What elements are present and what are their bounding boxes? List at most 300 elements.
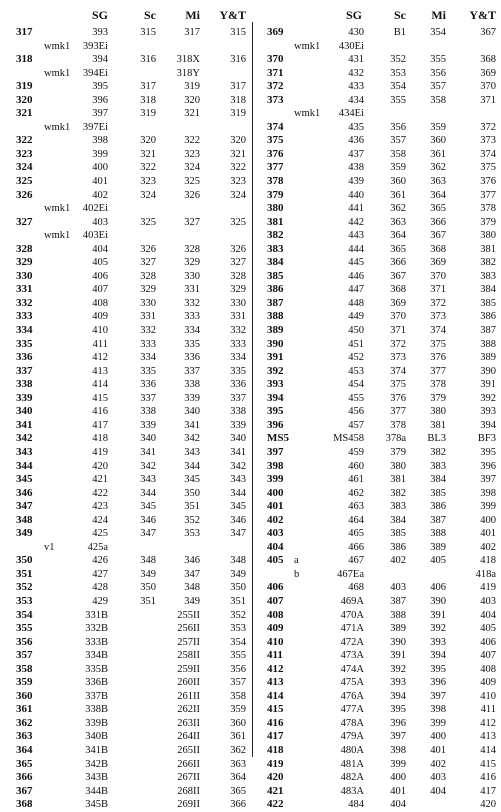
yt-number: 378 [480, 203, 496, 215]
yt-number: 326 [230, 243, 246, 255]
table-row [0, 243, 250, 257]
catalogue-number: 324 [16, 161, 33, 174]
sc-number: 398 [390, 744, 406, 756]
mi-number: 366 [430, 216, 446, 228]
sc-number: 315 [140, 27, 156, 38]
yt-number: 405 [480, 623, 496, 635]
sc-number: 378a [385, 433, 406, 445]
catalogue-number: 326 [16, 188, 33, 201]
catalogue-number: 360 [16, 689, 33, 702]
sc-number: 331 [140, 311, 156, 323]
yt-number: 331 [230, 311, 246, 323]
sg-number: 473A [340, 650, 364, 662]
mi-number: 256II [177, 623, 200, 635]
header-sg-right: SG [345, 8, 362, 22]
sc-number: 375 [390, 379, 406, 391]
table-row [254, 581, 501, 595]
yt-number: 374 [480, 148, 496, 160]
sc-number: 362 [390, 203, 406, 215]
catalogue-number: 422 [267, 798, 284, 811]
row-note: wmk1 [294, 40, 321, 52]
sg-number: 404 [92, 243, 108, 255]
table-row [0, 690, 250, 704]
sc-number: 318 [140, 94, 156, 106]
yt-number: 358 [230, 690, 246, 702]
mi-number: 380 [430, 406, 446, 418]
sc-number: 364 [390, 230, 406, 242]
catalogue-number: 345 [16, 473, 33, 486]
table-row [254, 175, 501, 189]
table-row [254, 785, 501, 799]
mi-number: 369 [430, 257, 446, 269]
sg-number: 409 [92, 311, 108, 323]
mi-number: 353 [184, 528, 200, 540]
table-row [254, 703, 501, 717]
row-note: wmk1 [44, 121, 71, 133]
mi-number: 362 [430, 162, 446, 174]
sc-number: 341 [140, 446, 156, 458]
catalogue-number: 420 [267, 771, 284, 784]
yt-number: 388 [480, 338, 496, 350]
table-row [0, 351, 250, 365]
sg-number: 455 [348, 392, 364, 404]
catalogue-number: 411 [267, 649, 283, 662]
sg-number: 482A [340, 772, 364, 784]
sc-number: 332 [140, 325, 156, 337]
yt-number: 418a [475, 568, 496, 580]
sg-number: 475A [340, 677, 364, 689]
mi-number: 264II [177, 731, 200, 743]
sc-number: 336 [140, 379, 156, 391]
sc-number: 367 [390, 270, 406, 282]
header-mi-left: Mi [185, 8, 200, 22]
catalogue-number: 367 [16, 784, 33, 797]
mi-number: 266II [177, 758, 200, 770]
catalogue-number: 401 [267, 500, 284, 513]
mi-number: 334 [184, 325, 200, 337]
sc-number: 326 [140, 243, 156, 255]
yt-number: 406 [480, 636, 496, 648]
catalogue-number: 417 [267, 730, 284, 743]
sg-number: 403 [92, 216, 108, 228]
yt-number: 375 [480, 162, 496, 174]
sc-number: 380 [390, 460, 406, 472]
catalogue-number: 356 [16, 635, 33, 648]
yt-number: 353 [230, 623, 246, 635]
catalogue-number: 403 [267, 527, 284, 540]
sg-number: 420 [92, 460, 108, 472]
table-row [254, 717, 501, 731]
table-row [254, 243, 501, 257]
table-row [0, 310, 250, 324]
sc-number: 327 [140, 257, 156, 269]
table-row [0, 405, 250, 419]
yt-number: 339 [230, 419, 246, 431]
sg-number: 471A [340, 623, 364, 635]
sc-number: 346 [140, 514, 156, 526]
sg-number: 343B [85, 772, 108, 784]
sg-number: 410 [92, 325, 108, 337]
catalogue-number: 338 [16, 378, 33, 391]
table-row [0, 338, 250, 352]
mi-number: 326 [184, 189, 200, 201]
sc-number: 335 [140, 365, 156, 377]
catalogue-number: 351 [16, 567, 33, 580]
sg-number: 400 [92, 162, 108, 174]
catalogue-number: 421 [267, 784, 284, 797]
table-row [254, 297, 501, 311]
sc-number: 394 [390, 690, 406, 702]
mi-number: 320 [184, 94, 200, 106]
sg-number: 422 [92, 487, 108, 499]
row-note: v1 [44, 541, 55, 553]
table-row [254, 148, 501, 162]
sc-number: 324 [140, 189, 156, 201]
mi-number: 351 [184, 501, 200, 513]
table-row [254, 405, 501, 419]
mi-number: 405 [430, 555, 446, 567]
table-row [254, 460, 501, 474]
mi-number: 395 [430, 663, 446, 675]
table-row [0, 256, 250, 270]
table-row [254, 338, 501, 352]
table-row [0, 744, 250, 758]
yt-number: 317 [230, 81, 246, 93]
sg-number: 394 [92, 54, 108, 66]
mi-number: 372 [430, 297, 446, 309]
mi-number: 318X [176, 54, 200, 66]
catalogue-number: 331 [16, 283, 33, 296]
mi-number: 259II [177, 663, 200, 675]
table-row [0, 26, 250, 40]
catalogue-number: 376 [267, 147, 284, 160]
table-row [254, 473, 501, 487]
mi-number: 255II [177, 609, 200, 621]
yt-number: 384 [480, 284, 496, 296]
sg-number: 338B [85, 704, 108, 716]
table-row [254, 595, 501, 609]
catalogue-number: 392 [267, 364, 284, 377]
mi-number: 321 [184, 108, 200, 120]
yt-number: 413 [480, 731, 496, 743]
yt-number: 394 [480, 419, 496, 431]
mi-number: 371 [430, 284, 446, 296]
sc-number: 386 [390, 541, 406, 553]
catalogue-number: 418 [267, 743, 284, 756]
row-note: wmk1 [294, 108, 321, 120]
sg-number: 393Ei [82, 40, 108, 52]
mi-number: 323 [184, 148, 200, 160]
sc-number: 347 [140, 528, 156, 540]
catalogue-number: 389 [267, 324, 284, 337]
yt-number: 320 [230, 135, 246, 147]
yt-number: 383 [480, 270, 496, 282]
right-table [254, 26, 501, 812]
catalogue-number: 329 [16, 256, 33, 269]
yt-number: 386 [480, 311, 496, 323]
table-row [0, 283, 250, 297]
mi-number: 263II [177, 717, 200, 729]
mi-number: 358 [430, 94, 446, 106]
sg-number: 457 [348, 419, 364, 431]
yt-number: 420 [480, 799, 496, 811]
sc-number: 337 [140, 392, 156, 404]
sg-number: 425 [92, 528, 108, 540]
yt-number: 371 [480, 94, 496, 106]
mi-number: 350 [184, 487, 200, 499]
table-row [0, 175, 250, 189]
catalogue-number: 335 [16, 337, 33, 350]
sc-number: 391 [390, 650, 406, 662]
mi-number: 360 [430, 135, 446, 147]
yt-number: 389 [480, 352, 496, 364]
table-row [0, 378, 250, 392]
yt-number: 368 [480, 54, 496, 66]
header-mi-right: Mi [431, 8, 446, 22]
catalogue-number: 353 [16, 594, 33, 607]
table-row [0, 94, 250, 108]
catalogue-number: MS5 [267, 432, 289, 445]
mi-number: 339 [184, 392, 200, 404]
table-row [0, 771, 250, 785]
sg-number: 432 [348, 67, 364, 79]
yt-number: 408 [480, 663, 496, 675]
table-row [0, 189, 250, 203]
sg-number: 466 [348, 541, 364, 553]
sg-number: 417 [92, 419, 108, 431]
mi-number: 257II [177, 636, 200, 648]
sg-number: 430 [348, 27, 364, 38]
mi-number: 322 [184, 135, 200, 147]
table-row [254, 622, 501, 636]
sg-number: 402Ei [82, 203, 108, 215]
yt-number: 372 [480, 121, 496, 133]
sc-number: 329 [140, 284, 156, 296]
table-row [0, 785, 250, 799]
sg-number: 444 [348, 243, 364, 255]
catalogue-number: 339 [16, 391, 33, 404]
sc-number: 316 [140, 54, 156, 66]
sc-number: 317 [140, 81, 156, 93]
yt-number: 346 [230, 514, 246, 526]
yt-number: BF3 [477, 433, 496, 445]
mi-number: 327 [184, 216, 200, 228]
yt-number: 376 [480, 176, 496, 188]
catalogue-number: 359 [16, 676, 33, 689]
mi-number: 363 [430, 176, 446, 188]
catalogue-number: 372 [267, 80, 284, 93]
mi-number: 384 [430, 474, 446, 486]
sg-number: 472A [340, 636, 364, 648]
catalogue-number: 384 [267, 256, 284, 269]
yt-number: 328 [230, 270, 246, 282]
yt-number: 395 [480, 446, 496, 458]
sc-number: 334 [140, 352, 156, 364]
sg-number: 462 [348, 487, 364, 499]
sc-number: 333 [140, 338, 156, 350]
mi-number: 267II [177, 772, 200, 784]
sg-number: 442 [348, 216, 364, 228]
sc-number: 388 [390, 609, 406, 621]
sc-number: 402 [390, 555, 406, 567]
yt-number: 318 [230, 94, 246, 106]
mi-number: 261II [177, 690, 200, 702]
mi-number: 355 [430, 54, 446, 66]
sg-number: 451 [348, 338, 364, 350]
catalogue-number: 416 [267, 716, 284, 729]
sc-number: 320 [140, 135, 156, 147]
mi-number: 389 [430, 541, 446, 553]
yt-number: 340 [230, 433, 246, 445]
catalogue-number: 383 [267, 242, 284, 255]
sg-number: 480A [340, 744, 364, 756]
yt-number: 365 [230, 785, 246, 797]
sg-number: 424 [92, 514, 108, 526]
yt-number: 411 [480, 704, 496, 716]
catalogue-number: 379 [267, 188, 284, 201]
yt-number: 390 [480, 365, 496, 377]
mi-number: 328 [184, 243, 200, 255]
yt-number: 332 [230, 325, 246, 337]
table-row [254, 121, 501, 135]
table-row [254, 663, 501, 677]
mi-number: 329 [184, 257, 200, 269]
sc-number: 369 [390, 297, 406, 309]
table-row [254, 609, 501, 623]
sg-number: 426 [92, 555, 108, 567]
sg-number: 467Ea [337, 568, 364, 580]
catalogue-number: 412 [267, 662, 284, 675]
sc-number: 322 [140, 162, 156, 174]
yt-number: 417 [480, 785, 496, 797]
mi-number: 393 [430, 636, 446, 648]
sc-number: 389 [390, 623, 406, 635]
sc-number: 385 [390, 528, 406, 540]
sg-number: 419 [92, 446, 108, 458]
mi-number: 392 [430, 623, 446, 635]
catalogue-number: 404 [267, 540, 284, 553]
catalogue-number: 343 [16, 445, 33, 458]
sc-number: 349 [140, 568, 156, 580]
sc-number: 374 [390, 365, 406, 377]
yt-number: 393 [480, 406, 496, 418]
table-row [254, 649, 501, 663]
sg-number: 332B [85, 623, 108, 635]
table-row [254, 94, 501, 108]
yt-number: 321 [230, 148, 246, 160]
mi-number: 346 [184, 555, 200, 567]
mi-number: 268II [177, 785, 200, 797]
yt-number: 407 [480, 650, 496, 662]
sg-number: 440 [348, 189, 364, 201]
sg-number: 434Ei [338, 108, 364, 120]
catalogue-number: 406 [267, 581, 284, 594]
mi-number: 344 [184, 460, 200, 472]
table-row [0, 581, 250, 595]
yt-number: 349 [230, 568, 246, 580]
yt-number: 327 [230, 257, 246, 269]
table-row [0, 392, 250, 406]
sc-number: 383 [390, 501, 406, 513]
table-row [254, 690, 501, 704]
sg-number: 398 [92, 135, 108, 147]
mi-number: 361 [430, 148, 446, 160]
table-row [0, 67, 250, 81]
sg-number: 406 [92, 270, 108, 282]
sg-number: 337B [85, 690, 108, 702]
sc-number: 401 [390, 785, 406, 797]
table-row [254, 283, 501, 297]
table-row [254, 554, 501, 568]
column-divider [252, 22, 253, 757]
table-row [254, 446, 501, 460]
sc-number: 372 [390, 338, 406, 350]
mi-number: 397 [430, 690, 446, 702]
catalogue-number: 334 [16, 324, 33, 337]
yt-number: 419 [480, 582, 496, 594]
table-row [0, 649, 250, 663]
sg-number: 396 [92, 94, 108, 106]
sc-number: 395 [390, 704, 406, 716]
table-row [0, 609, 250, 623]
sc-number: 371 [390, 325, 406, 337]
header-sg-left: SG [91, 8, 108, 22]
mi-number: 325 [184, 176, 200, 188]
table-row [0, 487, 250, 501]
sc-number: 344 [140, 487, 156, 499]
catalogue-number: 395 [267, 405, 284, 418]
table-row [0, 202, 250, 216]
sc-number: 356 [390, 121, 406, 133]
sc-number: 379 [390, 446, 406, 458]
table-row [254, 324, 501, 338]
sg-number: 435 [348, 121, 364, 133]
mi-number: 330 [184, 270, 200, 282]
table-row [254, 256, 501, 270]
table-row [0, 297, 250, 311]
sg-number: 335B [85, 663, 108, 675]
yt-number: 382 [480, 257, 496, 269]
yt-number: 415 [480, 758, 496, 770]
mi-number: 382 [430, 446, 446, 458]
catalogue-number: 341 [16, 418, 33, 431]
sg-number: 439 [348, 176, 364, 188]
catalogue-number: 414 [267, 689, 284, 702]
mi-number: 370 [430, 270, 446, 282]
catalogue-number: 347 [16, 500, 33, 513]
mi-number: 354 [430, 27, 446, 38]
mi-number: 379 [430, 392, 446, 404]
sg-number: 468 [348, 582, 364, 594]
sg-number: 414 [92, 379, 108, 391]
sg-number: 345B [85, 799, 108, 811]
table-row [254, 527, 501, 541]
yt-number: 341 [230, 446, 246, 458]
sg-number: 461 [348, 474, 364, 486]
yt-number: 360 [230, 717, 246, 729]
table-row [254, 134, 501, 148]
mi-number: 404 [430, 785, 446, 797]
mi-number: 396 [430, 677, 446, 689]
sc-number: 400 [390, 772, 406, 784]
catalogue-number: 325 [16, 175, 33, 188]
sg-number: 393 [92, 27, 108, 38]
table-row [0, 703, 250, 717]
yt-number: 377 [480, 189, 496, 201]
sg-number: 428 [92, 582, 108, 594]
catalogue-number: 386 [267, 283, 284, 296]
table-row [254, 40, 501, 54]
